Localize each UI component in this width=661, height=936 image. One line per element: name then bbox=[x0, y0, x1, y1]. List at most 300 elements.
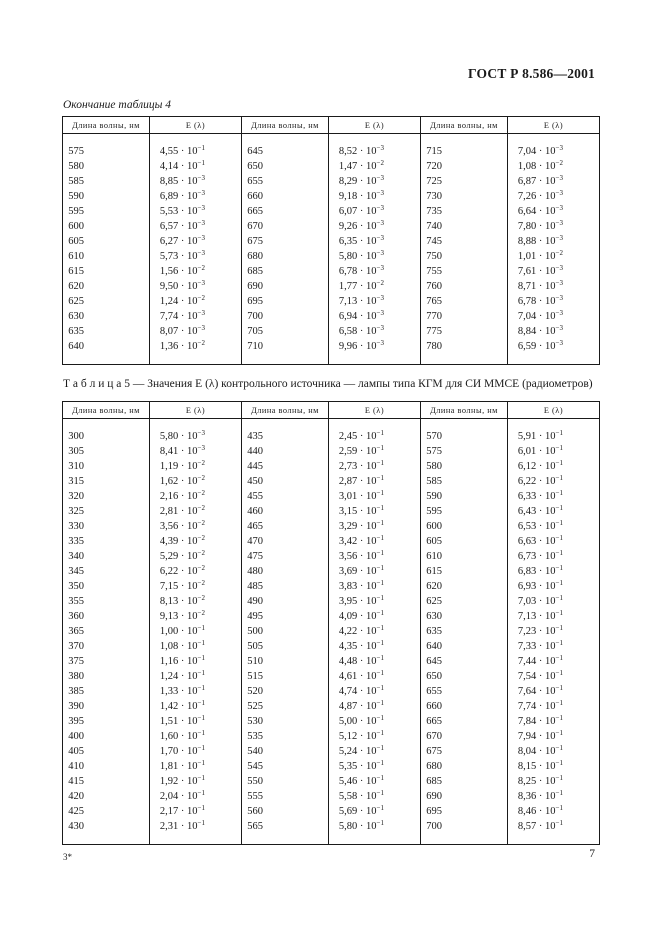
wavelength-cell: 620 bbox=[421, 579, 508, 594]
irradiance-cell bbox=[150, 294, 242, 309]
exponent: −2 bbox=[197, 489, 205, 497]
wavelength-cell: 675 bbox=[242, 234, 329, 249]
mantissa: 8,85 · 10 bbox=[159, 176, 198, 187]
wavelength-cell: 780 bbox=[421, 339, 508, 354]
wavelength-cell: 735 bbox=[421, 204, 508, 219]
wavelength-cell: 580 bbox=[421, 459, 508, 474]
exponent: −1 bbox=[555, 729, 563, 737]
wavelength-cell: 745 bbox=[421, 234, 508, 249]
mantissa: 9,50 · 10 bbox=[159, 281, 198, 292]
irradiance-cell bbox=[150, 579, 242, 594]
exponent: −1 bbox=[555, 804, 563, 812]
exponent: −1 bbox=[376, 654, 384, 662]
wavelength-cell: 520 bbox=[242, 684, 329, 699]
spacer-row bbox=[63, 134, 600, 145]
col-header-wavelength: Длина волны, нм bbox=[242, 402, 329, 419]
irradiance-cell bbox=[150, 774, 242, 789]
wavelength-cell: 455 bbox=[242, 489, 329, 504]
mantissa: 9,26 · 10 bbox=[338, 221, 377, 232]
wavelength-cell: 370 bbox=[63, 639, 150, 654]
exponent: −1 bbox=[197, 639, 205, 647]
exponent: −3 bbox=[555, 309, 563, 317]
exponent: −3 bbox=[555, 174, 563, 182]
exponent: −3 bbox=[376, 309, 384, 317]
irradiance-cell bbox=[329, 234, 421, 249]
mantissa: 6,57 · 10 bbox=[159, 221, 198, 232]
mantissa: 9,18 · 10 bbox=[338, 191, 377, 202]
exponent: −1 bbox=[376, 819, 384, 827]
exponent: −2 bbox=[197, 519, 205, 527]
irradiance-cell bbox=[508, 729, 600, 744]
wavelength-cell: 445 bbox=[242, 459, 329, 474]
wavelength-cell: 710 bbox=[242, 339, 329, 354]
exponent: −2 bbox=[197, 474, 205, 482]
mantissa: 1,60 · 10 bbox=[159, 731, 198, 742]
exponent: −1 bbox=[555, 549, 563, 557]
exponent: −1 bbox=[197, 654, 205, 662]
mantissa: 7,54 · 10 bbox=[517, 671, 556, 682]
mantissa: 1,08 · 10 bbox=[159, 641, 198, 652]
irradiance-cell bbox=[508, 504, 600, 519]
mantissa: 5,35 · 10 bbox=[338, 761, 377, 772]
wavelength-cell: 425 bbox=[63, 804, 150, 819]
mantissa: 6,35 · 10 bbox=[338, 236, 377, 247]
mantissa: 6,22 · 10 bbox=[517, 476, 556, 487]
irradiance-cell bbox=[329, 249, 421, 264]
mantissa: 1,42 · 10 bbox=[159, 701, 198, 712]
wavelength-cell: 645 bbox=[242, 144, 329, 159]
wavelength-cell: 600 bbox=[63, 219, 150, 234]
exponent: −3 bbox=[376, 234, 384, 242]
table-row bbox=[63, 339, 600, 354]
irradiance-cell bbox=[150, 729, 242, 744]
mantissa: 5,80 · 10 bbox=[338, 821, 377, 832]
mantissa: 7,61 · 10 bbox=[517, 266, 556, 277]
table-row bbox=[63, 459, 600, 474]
irradiance-cell bbox=[508, 609, 600, 624]
mantissa: 7,04 · 10 bbox=[517, 311, 556, 322]
irradiance-cell bbox=[329, 804, 421, 819]
irradiance-cell bbox=[508, 174, 600, 189]
mantissa: 5,73 · 10 bbox=[159, 251, 198, 262]
col-header-irradiance: E (λ) bbox=[150, 117, 242, 134]
wavelength-cell: 575 bbox=[63, 144, 150, 159]
irradiance-cell bbox=[508, 699, 600, 714]
irradiance-cell bbox=[508, 144, 600, 159]
table-row bbox=[63, 324, 600, 339]
exponent: −3 bbox=[376, 219, 384, 227]
mantissa: 2,87 · 10 bbox=[338, 476, 377, 487]
col-header-wavelength: Длина волны, нм bbox=[421, 117, 508, 134]
mantissa: 3,83 · 10 bbox=[338, 581, 377, 592]
irradiance-cell bbox=[150, 249, 242, 264]
table-row bbox=[63, 504, 600, 519]
wavelength-cell: 350 bbox=[63, 579, 150, 594]
irradiance-cell bbox=[150, 789, 242, 804]
table-row bbox=[63, 144, 600, 159]
exponent: −1 bbox=[555, 489, 563, 497]
irradiance-cell bbox=[150, 699, 242, 714]
mantissa: 1,77 · 10 bbox=[338, 281, 377, 292]
irradiance-cell bbox=[329, 264, 421, 279]
irradiance-cell bbox=[329, 639, 421, 654]
mantissa: 7,23 · 10 bbox=[517, 626, 556, 637]
irradiance-cell bbox=[150, 549, 242, 564]
wavelength-cell: 665 bbox=[421, 714, 508, 729]
table-row bbox=[63, 294, 600, 309]
wavelength-cell: 555 bbox=[242, 789, 329, 804]
mantissa: 8,04 · 10 bbox=[517, 746, 556, 757]
col-header-irradiance: E (λ) bbox=[508, 402, 600, 419]
irradiance-cell bbox=[508, 759, 600, 774]
table-row bbox=[63, 519, 600, 534]
irradiance-cell bbox=[508, 219, 600, 234]
exponent: −1 bbox=[197, 144, 205, 152]
irradiance-cell bbox=[508, 594, 600, 609]
exponent: −1 bbox=[555, 579, 563, 587]
exponent: −2 bbox=[197, 609, 205, 617]
irradiance-cell bbox=[150, 534, 242, 549]
spacer-row bbox=[63, 354, 600, 365]
exponent: −3 bbox=[555, 144, 563, 152]
wavelength-cell: 310 bbox=[63, 459, 150, 474]
irradiance-cell bbox=[329, 624, 421, 639]
wavelength-cell: 660 bbox=[242, 189, 329, 204]
exponent: −1 bbox=[555, 759, 563, 767]
table-4 bbox=[62, 116, 600, 365]
irradiance-cell bbox=[508, 309, 600, 324]
wavelength-cell: 515 bbox=[242, 669, 329, 684]
wavelength-cell: 320 bbox=[63, 489, 150, 504]
irradiance-cell bbox=[329, 774, 421, 789]
exponent: −1 bbox=[376, 774, 384, 782]
table-row bbox=[63, 804, 600, 819]
irradiance-cell bbox=[329, 579, 421, 594]
exponent: −1 bbox=[197, 789, 205, 797]
exponent: −1 bbox=[197, 684, 205, 692]
exponent: −2 bbox=[555, 249, 563, 257]
signature-mark: 3* bbox=[63, 852, 72, 862]
irradiance-cell bbox=[329, 714, 421, 729]
irradiance-cell bbox=[150, 219, 242, 234]
wavelength-cell: 465 bbox=[242, 519, 329, 534]
irradiance-cell bbox=[508, 819, 600, 834]
exponent: −2 bbox=[197, 504, 205, 512]
irradiance-cell bbox=[329, 609, 421, 624]
irradiance-cell bbox=[508, 774, 600, 789]
mantissa: 1,81 · 10 bbox=[159, 761, 198, 772]
wavelength-cell: 585 bbox=[63, 174, 150, 189]
wavelength-cell: 655 bbox=[242, 174, 329, 189]
mantissa: 1,19 · 10 bbox=[159, 461, 198, 472]
exponent: −1 bbox=[197, 819, 205, 827]
exponent: −1 bbox=[376, 534, 384, 542]
irradiance-cell bbox=[508, 579, 600, 594]
exponent: −1 bbox=[376, 609, 384, 617]
irradiance-cell bbox=[329, 684, 421, 699]
table-row bbox=[63, 309, 600, 324]
mantissa: 6,59 · 10 bbox=[517, 341, 556, 352]
wavelength-cell: 490 bbox=[242, 594, 329, 609]
mantissa: 4,22 · 10 bbox=[338, 626, 377, 637]
wavelength-cell: 575 bbox=[421, 444, 508, 459]
exponent: −3 bbox=[197, 234, 205, 242]
wavelength-cell: 700 bbox=[421, 819, 508, 834]
exponent: −1 bbox=[555, 714, 563, 722]
wavelength-cell: 335 bbox=[63, 534, 150, 549]
table-row bbox=[63, 204, 600, 219]
mantissa: 5,24 · 10 bbox=[338, 746, 377, 757]
col-header-irradiance: E (λ) bbox=[508, 117, 600, 134]
wavelength-cell: 750 bbox=[421, 249, 508, 264]
irradiance-cell bbox=[150, 489, 242, 504]
wavelength-cell: 360 bbox=[63, 609, 150, 624]
wavelength-cell: 625 bbox=[421, 594, 508, 609]
wavelength-cell: 615 bbox=[421, 564, 508, 579]
wavelength-cell: 590 bbox=[421, 489, 508, 504]
exponent: −1 bbox=[197, 804, 205, 812]
mantissa: 6,93 · 10 bbox=[517, 581, 556, 592]
wavelength-cell: 550 bbox=[242, 774, 329, 789]
irradiance-cell bbox=[508, 339, 600, 354]
mantissa: 7,13 · 10 bbox=[338, 296, 377, 307]
wavelength-cell: 400 bbox=[63, 729, 150, 744]
table-row bbox=[63, 264, 600, 279]
exponent: −1 bbox=[376, 804, 384, 812]
irradiance-cell bbox=[329, 654, 421, 669]
mantissa: 6,87 · 10 bbox=[517, 176, 556, 187]
irradiance-cell bbox=[508, 249, 600, 264]
irradiance-cell bbox=[150, 744, 242, 759]
table-row bbox=[63, 174, 600, 189]
table-row bbox=[63, 549, 600, 564]
irradiance-cell bbox=[150, 474, 242, 489]
mantissa: 5,58 · 10 bbox=[338, 791, 377, 802]
exponent: −3 bbox=[555, 339, 563, 347]
wavelength-cell: 565 bbox=[242, 819, 329, 834]
irradiance-cell bbox=[329, 339, 421, 354]
col-header-irradiance: E (λ) bbox=[150, 402, 242, 419]
wavelength-cell: 570 bbox=[421, 429, 508, 444]
mantissa: 7,03 · 10 bbox=[517, 596, 556, 607]
wavelength-cell: 600 bbox=[421, 519, 508, 534]
wavelength-cell: 340 bbox=[63, 549, 150, 564]
exponent: −2 bbox=[197, 294, 205, 302]
col-header-wavelength: Длина волны, нм bbox=[242, 117, 329, 134]
exponent: −1 bbox=[555, 789, 563, 797]
wavelength-cell: 630 bbox=[63, 309, 150, 324]
mantissa: 7,44 · 10 bbox=[517, 656, 556, 667]
mantissa: 7,64 · 10 bbox=[517, 686, 556, 697]
irradiance-cell bbox=[150, 204, 242, 219]
mantissa: 1,51 · 10 bbox=[159, 716, 198, 727]
irradiance-cell bbox=[150, 234, 242, 249]
mantissa: 2,31 · 10 bbox=[159, 821, 198, 832]
exponent: −1 bbox=[376, 594, 384, 602]
irradiance-cell bbox=[508, 459, 600, 474]
table-row bbox=[63, 639, 600, 654]
exponent: −3 bbox=[197, 174, 205, 182]
irradiance-cell bbox=[329, 729, 421, 744]
mantissa: 1,33 · 10 bbox=[159, 686, 198, 697]
exponent: −3 bbox=[555, 204, 563, 212]
exponent: −1 bbox=[376, 669, 384, 677]
table-row bbox=[63, 594, 600, 609]
exponent: −3 bbox=[197, 279, 205, 287]
irradiance-cell bbox=[329, 789, 421, 804]
wavelength-cell: 460 bbox=[242, 504, 329, 519]
mantissa: 1,56 · 10 bbox=[159, 266, 198, 277]
irradiance-cell bbox=[508, 534, 600, 549]
irradiance-cell bbox=[150, 159, 242, 174]
exponent: −1 bbox=[376, 579, 384, 587]
mantissa: 7,26 · 10 bbox=[517, 191, 556, 202]
mantissa: 6,78 · 10 bbox=[517, 296, 556, 307]
exponent: −3 bbox=[376, 144, 384, 152]
col-header-irradiance: E (λ) bbox=[329, 402, 421, 419]
mantissa: 6,43 · 10 bbox=[517, 506, 556, 517]
irradiance-cell bbox=[508, 294, 600, 309]
exponent: −1 bbox=[555, 699, 563, 707]
exponent: −1 bbox=[555, 624, 563, 632]
table-row bbox=[63, 729, 600, 744]
exponent: −2 bbox=[376, 279, 384, 287]
mantissa: 1,47 · 10 bbox=[338, 161, 377, 172]
irradiance-cell bbox=[150, 594, 242, 609]
exponent: −1 bbox=[376, 519, 384, 527]
wavelength-cell: 525 bbox=[242, 699, 329, 714]
irradiance-cell bbox=[150, 459, 242, 474]
mantissa: 6,07 · 10 bbox=[338, 206, 377, 217]
mantissa: 7,04 · 10 bbox=[517, 146, 556, 157]
wavelength-cell: 635 bbox=[421, 624, 508, 639]
mantissa: 2,17 · 10 bbox=[159, 806, 198, 817]
wavelength-cell: 610 bbox=[63, 249, 150, 264]
exponent: −1 bbox=[555, 504, 563, 512]
irradiance-cell bbox=[508, 429, 600, 444]
irradiance-cell bbox=[150, 444, 242, 459]
irradiance-cell bbox=[329, 699, 421, 714]
wavelength-cell: 405 bbox=[63, 744, 150, 759]
exponent: −1 bbox=[376, 474, 384, 482]
exponent: −2 bbox=[376, 159, 384, 167]
irradiance-cell bbox=[150, 339, 242, 354]
mantissa: 6,58 · 10 bbox=[338, 326, 377, 337]
mantissa: 1,08 · 10 bbox=[517, 161, 556, 172]
table-row bbox=[63, 159, 600, 174]
irradiance-cell bbox=[329, 459, 421, 474]
irradiance-cell bbox=[150, 684, 242, 699]
table-row bbox=[63, 489, 600, 504]
exponent: −1 bbox=[197, 624, 205, 632]
exponent: −1 bbox=[197, 759, 205, 767]
irradiance-cell bbox=[329, 294, 421, 309]
wavelength-cell: 480 bbox=[242, 564, 329, 579]
exponent: −2 bbox=[197, 339, 205, 347]
mantissa: 4,87 · 10 bbox=[338, 701, 377, 712]
mantissa: 8,41 · 10 bbox=[159, 446, 198, 457]
irradiance-cell bbox=[329, 519, 421, 534]
exponent: −1 bbox=[555, 819, 563, 827]
mantissa: 6,63 · 10 bbox=[517, 536, 556, 547]
table-row bbox=[63, 219, 600, 234]
wavelength-cell: 775 bbox=[421, 324, 508, 339]
exponent: −1 bbox=[555, 639, 563, 647]
irradiance-cell bbox=[150, 264, 242, 279]
irradiance-cell bbox=[329, 444, 421, 459]
irradiance-cell bbox=[150, 519, 242, 534]
irradiance-cell bbox=[329, 474, 421, 489]
table-row bbox=[63, 534, 600, 549]
col-header-wavelength: Длина волны, нм bbox=[63, 117, 150, 134]
mantissa: 8,84 · 10 bbox=[517, 326, 556, 337]
mantissa: 4,39 · 10 bbox=[159, 536, 198, 547]
irradiance-cell bbox=[508, 789, 600, 804]
wavelength-cell: 635 bbox=[63, 324, 150, 339]
mantissa: 8,15 · 10 bbox=[517, 761, 556, 772]
wavelength-cell: 560 bbox=[242, 804, 329, 819]
irradiance-cell bbox=[508, 669, 600, 684]
exponent: −1 bbox=[376, 444, 384, 452]
exponent: −3 bbox=[376, 294, 384, 302]
wavelength-cell: 700 bbox=[242, 309, 329, 324]
mantissa: 8,46 · 10 bbox=[517, 806, 556, 817]
wavelength-cell: 680 bbox=[421, 759, 508, 774]
mantissa: 3,29 · 10 bbox=[338, 521, 377, 532]
mantissa: 7,94 · 10 bbox=[517, 731, 556, 742]
irradiance-cell bbox=[508, 804, 600, 819]
wavelength-cell: 675 bbox=[421, 744, 508, 759]
irradiance-cell bbox=[508, 714, 600, 729]
irradiance-cell bbox=[150, 669, 242, 684]
exponent: −1 bbox=[376, 684, 384, 692]
mantissa: 8,29 · 10 bbox=[338, 176, 377, 187]
wavelength-cell: 740 bbox=[421, 219, 508, 234]
wavelength-cell: 535 bbox=[242, 729, 329, 744]
irradiance-cell bbox=[508, 684, 600, 699]
mantissa: 8,88 · 10 bbox=[517, 236, 556, 247]
table-row bbox=[63, 789, 600, 804]
wavelength-cell: 630 bbox=[421, 609, 508, 624]
wavelength-cell: 540 bbox=[242, 744, 329, 759]
exponent: −3 bbox=[555, 219, 563, 227]
wavelength-cell: 655 bbox=[421, 684, 508, 699]
wavelength-cell: 705 bbox=[242, 324, 329, 339]
mantissa: 3,95 · 10 bbox=[338, 596, 377, 607]
wavelength-cell: 315 bbox=[63, 474, 150, 489]
table-row bbox=[63, 189, 600, 204]
mantissa: 1,36 · 10 bbox=[159, 341, 198, 352]
exponent: −3 bbox=[555, 234, 563, 242]
mantissa: 6,64 · 10 bbox=[517, 206, 556, 217]
table-row bbox=[63, 579, 600, 594]
exponent: −1 bbox=[555, 444, 563, 452]
irradiance-cell bbox=[150, 324, 242, 339]
mantissa: 1,00 · 10 bbox=[159, 626, 198, 637]
table-4-body bbox=[63, 134, 600, 365]
irradiance-cell bbox=[508, 204, 600, 219]
mantissa: 9,13 · 10 bbox=[159, 611, 198, 622]
table-row bbox=[63, 714, 600, 729]
wavelength-cell: 690 bbox=[421, 789, 508, 804]
mantissa: 3,42 · 10 bbox=[338, 536, 377, 547]
mantissa: 6,89 · 10 bbox=[159, 191, 198, 202]
table-row bbox=[63, 474, 600, 489]
mantissa: 3,01 · 10 bbox=[338, 491, 377, 502]
mantissa: 6,73 · 10 bbox=[517, 551, 556, 562]
exponent: −1 bbox=[376, 714, 384, 722]
exponent: −1 bbox=[376, 504, 384, 512]
